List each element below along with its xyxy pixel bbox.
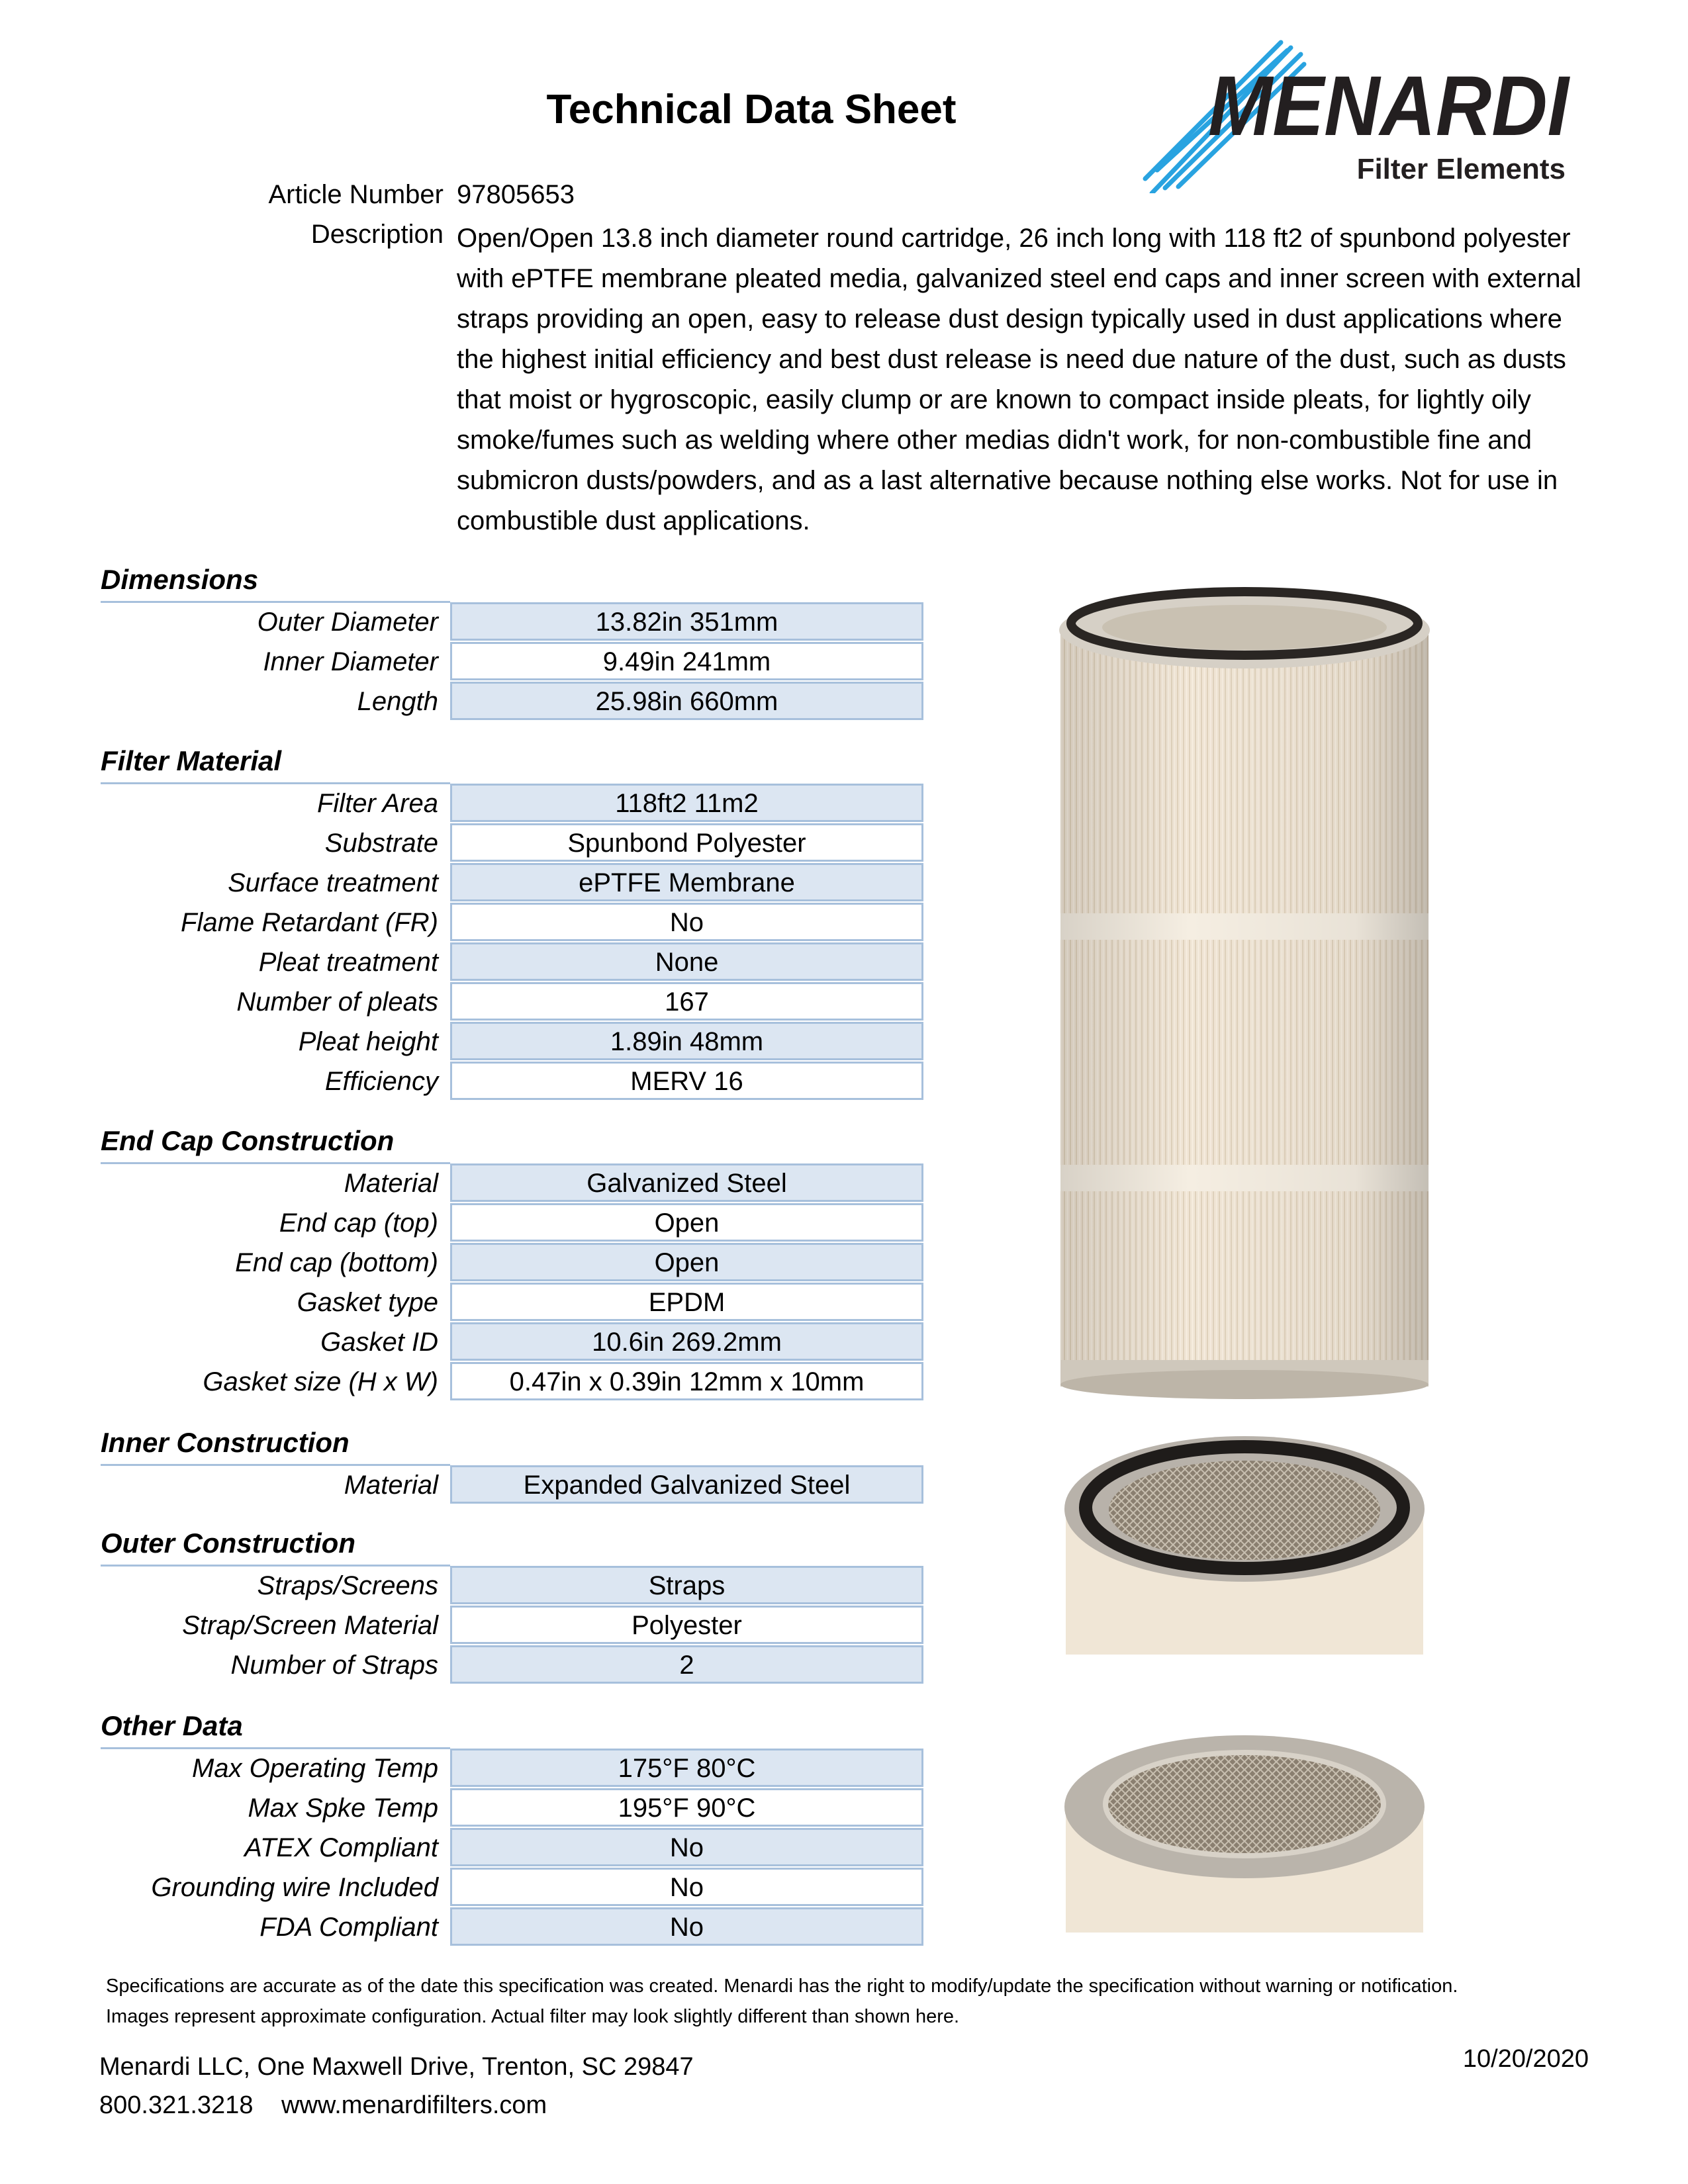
page-title: Technical Data Sheet — [546, 87, 957, 132]
spec-label: Gasket size (H x W) — [203, 1367, 438, 1396]
spec-label: Max Operating Temp — [191, 1754, 438, 1783]
spec-value: 0.47in x 0.39in 12mm x 10mm — [450, 1362, 923, 1400]
filter-top-cap-image — [1046, 1734, 1443, 1933]
logo-subtitle: Filter Elements — [1356, 153, 1566, 185]
disclaimer-line-2: Images represent approximate configuration. Actual filter may look slightly different than shown here. — [106, 2006, 960, 2027]
spec-label: Strap/Screen Material — [182, 1611, 438, 1640]
article-number-value: 97805653 — [457, 180, 575, 209]
disclaimer-line-1: Specifications are accurate as of the date this specification was created. Menardi has the right to modify/update the specification without warning or notification. — [106, 1976, 1458, 1997]
spec-label: Pleat treatment — [258, 948, 438, 977]
spec-value: Galvanized Steel — [450, 1163, 923, 1202]
spec-value: 175°F 80°C — [450, 1749, 923, 1787]
spec-label: Gasket ID — [320, 1328, 438, 1357]
spec-value: None — [450, 942, 923, 981]
footer-website[interactable]: www.menardifilters.com — [281, 2091, 547, 2119]
spec-value: 9.49in 241mm — [450, 642, 923, 680]
spec-label: Material — [344, 1471, 438, 1500]
spec-value: 118ft2 11m2 — [450, 784, 923, 822]
spec-value: No — [450, 903, 923, 941]
spec-value: 2 — [450, 1645, 923, 1684]
spec-label: Substrate — [324, 829, 438, 858]
section-heading-inner: Inner Construction — [101, 1427, 350, 1458]
spec-value: 25.98in 660mm — [450, 682, 923, 720]
spec-value: 195°F 90°C — [450, 1788, 923, 1827]
filter-top-gasket-image — [1046, 1430, 1443, 1655]
filter-cartridge-image — [1046, 582, 1443, 1403]
spec-value: Polyester — [450, 1606, 923, 1644]
section-heading-end-cap: End Cap Construction — [101, 1125, 395, 1156]
footer-phone: 800.321.3218 — [99, 2091, 254, 2119]
spec-label: Grounding wire Included — [151, 1873, 438, 1902]
section-heading-filter-material: Filter Material — [101, 745, 282, 776]
spec-value: 1.89in 48mm — [450, 1022, 923, 1060]
spec-value: Open — [450, 1203, 923, 1242]
spec-label: Number of Straps — [230, 1651, 438, 1680]
spec-label: Outer Diameter — [257, 608, 438, 637]
spec-label: Max Spke Temp — [248, 1794, 438, 1823]
spec-value: 10.6in 269.2mm — [450, 1322, 923, 1361]
logo-wordmark: MENARDI — [1208, 59, 1571, 154]
spec-label: End cap (top) — [279, 1208, 438, 1238]
footer-address: Menardi LLC, One Maxwell Drive, Trenton, SC 29847 — [99, 2053, 694, 2081]
spec-label: Pleat height — [298, 1027, 438, 1056]
spec-label: End cap (bottom) — [235, 1248, 438, 1277]
spec-label: FDA Compliant — [259, 1913, 438, 1942]
spec-value: ePTFE Membrane — [450, 863, 923, 901]
spec-value: 167 — [450, 982, 923, 1021]
spec-label: Material — [344, 1169, 438, 1198]
spec-label: Length — [357, 687, 438, 716]
spec-value: No — [450, 1828, 923, 1866]
description-label: Description — [310, 220, 444, 249]
footer-date: 10/20/2020 — [1462, 2045, 1589, 2073]
spec-value: EPDM — [450, 1283, 923, 1321]
spec-label: Gasket type — [297, 1288, 438, 1317]
spec-label: Flame Retardant (FR) — [181, 908, 438, 937]
spec-value: Open — [450, 1243, 923, 1281]
article-number-label: Article Number — [268, 180, 444, 209]
section-heading-other: Other Data — [101, 1710, 243, 1741]
spec-value: Expanded Galvanized Steel — [450, 1465, 923, 1504]
section-heading-outer: Outer Construction — [101, 1527, 355, 1559]
spec-label: ATEX Compliant — [244, 1833, 438, 1862]
spec-value: Straps — [450, 1566, 923, 1604]
spec-label: Straps/Screens — [257, 1571, 438, 1600]
spec-label: Number of pleats — [236, 987, 438, 1017]
spec-label: Efficiency — [324, 1067, 438, 1096]
spec-label: Filter Area — [316, 789, 438, 818]
spec-value: Spunbond Polyester — [450, 823, 923, 862]
description-text: Open/Open 13.8 inch diameter round cartridge, 26 inch long with 118 ft2 of spunbond polyester with ePTFE membrane pleated media, galvanized steel end caps and inner screen with external straps providing an open, easy to release dust design typically used in dust applications where the highest initial efficiency and best dust release is need due nature of the dust, such as dusts that moist or hygroscopic, easily clump or are known to compact inside pleats, for lightly oily smoke/fumes such as welding where other medias didn't work, for non-combustible fine and submicron dusts/powders, and as a last alternative because nothing else works. Not for use in combustible dust applications. — [457, 224, 1581, 535]
spec-value: MERV 16 — [450, 1062, 923, 1100]
spec-label: Surface treatment — [228, 868, 438, 897]
menardi-logo — [1139, 34, 1575, 193]
spec-value: No — [450, 1868, 923, 1906]
spec-value: 13.82in 351mm — [450, 602, 923, 641]
spec-label: Inner Diameter — [263, 647, 438, 676]
spec-value: No — [450, 1907, 923, 1946]
section-heading-dimensions: Dimensions — [101, 564, 259, 595]
